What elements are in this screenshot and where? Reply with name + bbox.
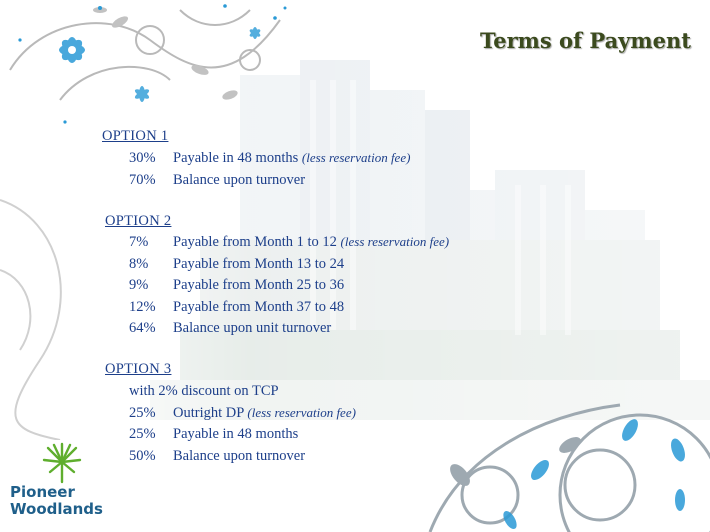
percentage: 8% [129,256,149,272]
palm-tree-icon [42,442,82,484]
note: (less reservation fee) [301,150,411,165]
description: Payable from Month 1 to 12 [173,234,337,250]
percentage: 12% [129,299,156,315]
percentage: 7% [129,234,149,250]
note: (less reservation fee) [247,405,356,420]
option-2-heading: OPTION 2 [105,213,172,229]
description: Payable from Month 25 to 36 [173,277,345,293]
percentage: 50% [129,448,156,464]
description: Payable from Month 13 to 24 [173,256,345,272]
option-1-heading: OPTION 1 [102,128,169,144]
page-title: Terms of Payment [480,28,691,53]
option-3-heading: OPTION 3 [105,361,172,377]
description: Payable in 48 months [173,426,299,442]
percentage: 25% [129,426,156,442]
description: Outright DP [173,405,244,421]
logo-line-2: Woodlands [10,500,103,518]
option-3-subheading: with 2% discount on TCP [129,383,279,399]
description: Balance upon turnover [173,172,306,188]
note: (less reservation fee) [340,234,450,249]
description: Payable from Month 37 to 48 [173,299,345,315]
percentage: 70% [129,172,156,188]
percentage: 9% [129,277,149,293]
logo-text [10,484,103,518]
percentage: 25% [129,405,156,421]
percentage: 30% [129,150,156,166]
description: Balance upon turnover [173,448,306,464]
description: Payable in 48 months [173,150,299,166]
description: Balance upon unit turnover [173,320,332,336]
logo-line-1: Pioneer [10,483,75,501]
percentage: 64% [129,320,156,336]
